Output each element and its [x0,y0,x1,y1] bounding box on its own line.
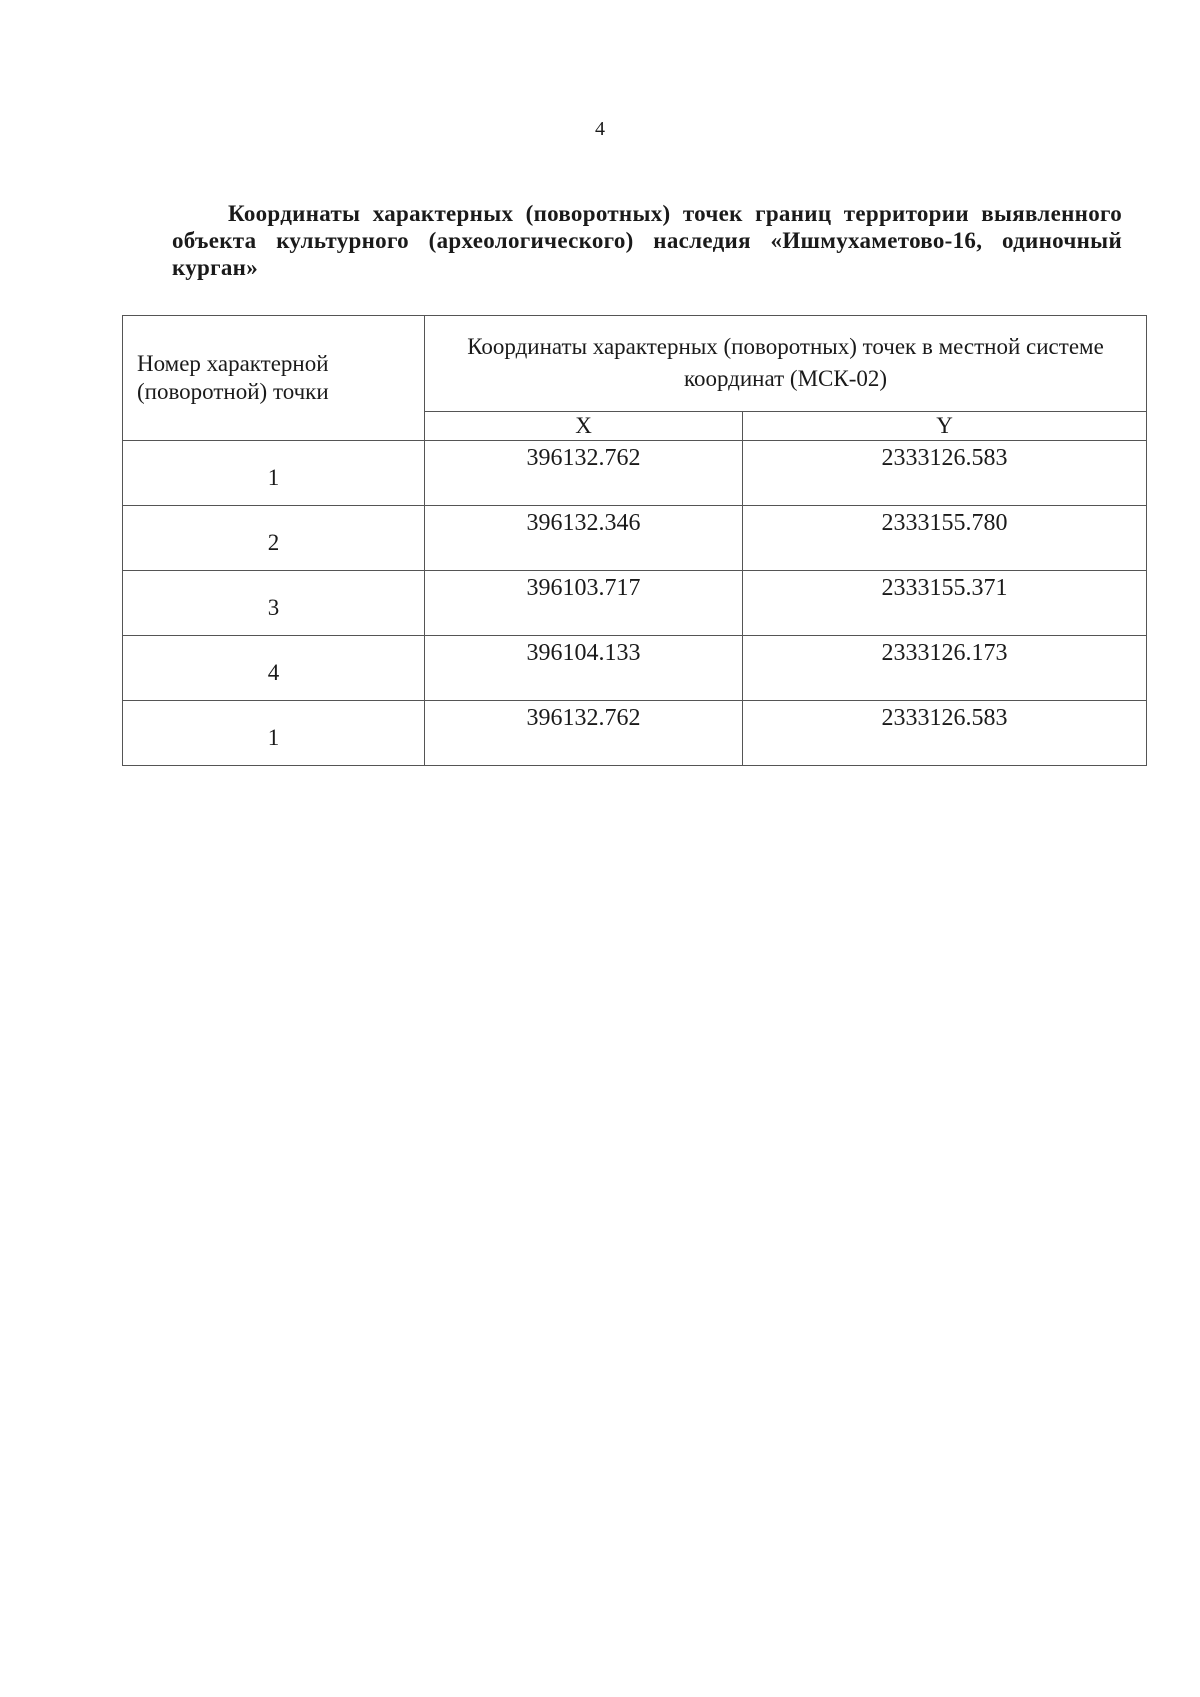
cell-y: 2333126.583 [743,441,1147,506]
cell-x: 396132.346 [425,506,743,571]
header-coordinates: Координаты характерных (поворотных) точек в местной системе координат (МСК-02) [425,316,1147,412]
cell-x: 396132.762 [425,441,743,506]
cell-point: 3 [123,571,425,636]
header-point-number: Номер характерной (поворотной) точки [123,316,425,441]
cell-y: 2333155.371 [743,571,1147,636]
header-x: X [425,411,743,440]
cell-y: 2333126.583 [743,701,1147,766]
table-row [123,701,1147,766]
document-title: Координаты характерных (поворотных) точек границ территории выявленного объекта культурного (археологического) наследия «Ишмухаметово-16, одиночный курган» [172,201,1122,280]
header-y: Y [743,411,1147,440]
cell-x: 396104.133 [425,636,743,701]
table-row [123,441,1147,506]
cell-point: 1 [123,701,425,766]
cell-point: 4 [123,636,425,701]
table-row [123,571,1147,636]
coordinates-table [122,315,1147,766]
page-number: 4 [595,118,605,140]
cell-x: 396103.717 [425,571,743,636]
cell-point: 1 [123,441,425,506]
cell-y: 2333126.173 [743,636,1147,701]
table-row [123,636,1147,701]
table-row [123,506,1147,571]
cell-x: 396132.762 [425,701,743,766]
table-header-row [123,316,1147,412]
cell-point: 2 [123,506,425,571]
cell-y: 2333155.780 [743,506,1147,571]
